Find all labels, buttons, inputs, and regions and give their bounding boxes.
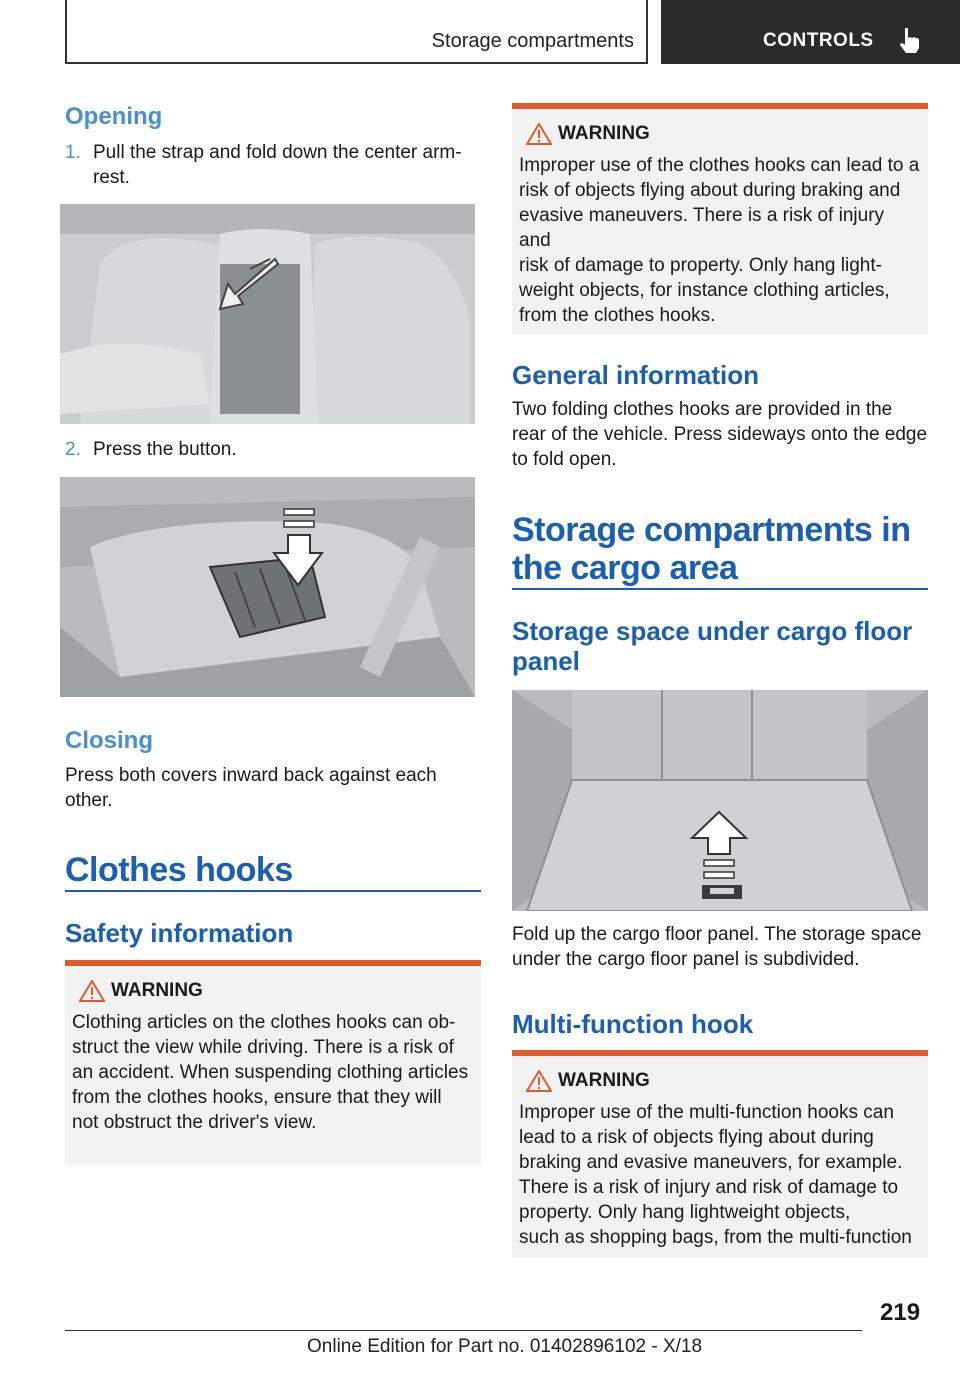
warning-line: braking and evasive maneuvers, for example. xyxy=(519,1152,903,1173)
button-photo xyxy=(60,477,475,697)
storage-space-heading xyxy=(512,616,928,676)
warning-line: from the clothes hooks, ensure that they will xyxy=(72,1087,442,1108)
header-chapter-tab[interactable] xyxy=(661,0,960,64)
warning-triangle-icon xyxy=(526,123,552,145)
general-info-line: Two folding clothes hooks are provided in the xyxy=(512,399,893,420)
header-chapter-label: CONTROLS xyxy=(763,30,874,51)
multi-function-hook-heading: Multi-function hook xyxy=(512,1009,754,1039)
warning-body xyxy=(519,1100,920,1250)
cargo-floor-photo xyxy=(512,690,928,911)
warning-box-multi-hook xyxy=(512,1050,928,1258)
opening-heading: Opening xyxy=(65,103,163,130)
footer-rule xyxy=(65,1330,862,1331)
closing-heading: Closing xyxy=(65,727,153,754)
warning-title-row xyxy=(519,123,920,151)
warning-title-row xyxy=(72,980,473,1008)
warning-line: struct the view while driving. There is a risk of xyxy=(72,1037,454,1058)
closing-text-line: Press both covers inward back against each xyxy=(65,765,437,786)
heading-line: the cargo area xyxy=(512,549,738,587)
footer-edition xyxy=(307,1336,702,1358)
heading-line: Storage compartments in xyxy=(512,511,911,549)
warning-label: WARNING xyxy=(111,980,203,1001)
heading-rule xyxy=(512,588,928,590)
step-text-line: Press the button. xyxy=(93,439,237,460)
general-info-line: rear of the vehicle. Press sideways onto the edge xyxy=(512,424,928,445)
warning-triangle-icon xyxy=(79,980,105,1002)
closing-text-line: other. xyxy=(65,790,113,811)
heading-line: panel xyxy=(512,646,580,676)
heading-rule xyxy=(65,890,481,892)
warning-box-clothes-hooks xyxy=(512,103,928,334)
warning-title-row xyxy=(519,1070,920,1098)
warning-box-clothes-view xyxy=(65,960,481,1165)
warning-line: such as shopping bags, from the multi-function xyxy=(519,1227,912,1248)
step-number: 1. xyxy=(65,142,81,163)
footer-edition-text: Online Edition for Part no. 01402896102 - X/18 xyxy=(307,1336,703,1357)
heading-line: Storage space under cargo floor xyxy=(512,616,913,646)
warning-body xyxy=(72,1010,473,1135)
warning-line: property. Only hang lightweight objects, xyxy=(519,1202,851,1223)
header-section-title: Storage compartments xyxy=(431,30,634,52)
step-text-line: rest. xyxy=(93,167,130,188)
safety-info-heading: Safety information xyxy=(65,918,294,948)
storage-cargo-heading xyxy=(512,511,928,587)
warning-label: WARNING xyxy=(558,123,650,144)
warning-line: evasive maneuvers. There is a risk of injury and xyxy=(519,205,885,251)
page-number: 219 xyxy=(880,1299,921,1326)
step-number: 2. xyxy=(65,439,81,460)
warning-triangle-icon xyxy=(526,1070,552,1092)
warning-label: WARNING xyxy=(558,1070,650,1091)
warning-line: lead to a risk of objects flying about during xyxy=(519,1127,874,1148)
closing-text xyxy=(65,763,481,813)
header-section-box xyxy=(65,0,648,64)
warning-line: from the clothes hooks. xyxy=(519,305,716,326)
warning-body xyxy=(519,153,920,328)
armrest-photo xyxy=(60,204,475,424)
general-info-heading: General information xyxy=(512,360,760,390)
warning-line: risk of damage to property. Only hang light‐ xyxy=(519,255,882,276)
storage-space-line: under the cargo floor panel is subdivided. xyxy=(512,949,860,970)
storage-space-line: Fold up the cargo floor panel. The storage space xyxy=(512,924,922,945)
warning-line: weight objects, for instance clothing articles, xyxy=(519,280,890,301)
warning-line: Clothing articles on the clothes hooks can ob‐ xyxy=(72,1012,456,1033)
hand-pointer-icon xyxy=(897,26,923,54)
storage-space-text xyxy=(512,922,932,972)
step-text-line: Pull the strap and fold down the center arm‐ xyxy=(93,142,462,163)
warning-line: not obstruct the driver's view. xyxy=(72,1112,317,1133)
general-info-line: to fold open. xyxy=(512,449,617,470)
warning-line: Improper use of the multi-function hooks can xyxy=(519,1102,894,1123)
general-info-text xyxy=(512,397,932,472)
clothes-hooks-heading: Clothes hooks xyxy=(65,851,293,889)
warning-line: There is a risk of injury and risk of damage to xyxy=(519,1177,899,1198)
warning-line: risk of objects flying about during braking and xyxy=(519,180,901,201)
warning-line: an accident. When suspending clothing articles xyxy=(72,1062,469,1083)
warning-line: Improper use of the clothes hooks can lead to a xyxy=(519,155,920,176)
